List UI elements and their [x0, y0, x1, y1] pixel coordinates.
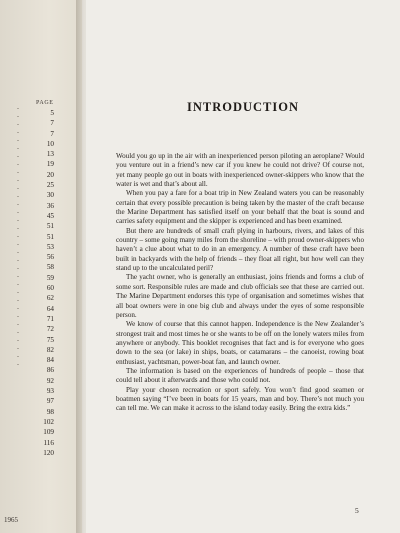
contents-page-number: 75	[46, 335, 54, 344]
contents-page-number: 71	[46, 314, 54, 323]
dot-leader: .	[17, 102, 19, 111]
contents-page-number: 84	[46, 356, 54, 365]
contents-page-number: 19	[46, 160, 54, 169]
dot-leader: .	[17, 318, 19, 327]
dot-leader: .	[17, 270, 19, 279]
contents-page-number: 36	[46, 201, 54, 210]
contents-page-number: 7	[50, 119, 54, 128]
contents-page-number: 109	[43, 428, 54, 437]
paragraph-1: Would you go up in the air with an inexperienced person piloting an aeroplane? Would you venture out in a friend’s new car if you knew he could not drive? Of course not, yet many people go out in boats with inexperienced owner-skippers who know that the water is wet and that’s about all.	[116, 152, 364, 189]
contents-page-number: 20	[46, 170, 54, 179]
dot-leader: .	[17, 110, 19, 119]
dot-leader: .	[17, 206, 19, 215]
contents-page-number: 10	[46, 139, 54, 148]
dot-leader: .	[17, 302, 19, 311]
dot-leader: .	[17, 238, 19, 247]
dot-leader: .	[17, 342, 19, 351]
dot-leader: .	[17, 150, 19, 159]
dot-leader-column	[14, 103, 22, 367]
page-number: 5	[355, 506, 359, 515]
contents-page-number: 58	[46, 263, 54, 272]
dot-leader: .	[17, 262, 19, 271]
year-note: 1965	[4, 516, 18, 524]
dot-leader: .	[17, 142, 19, 151]
dot-leader: .	[17, 182, 19, 191]
introduction-body	[116, 152, 364, 414]
contents-page-number: 97	[46, 397, 54, 406]
contents-page-number: 51	[46, 222, 54, 231]
contents-page-number: 92	[46, 376, 54, 385]
dot-leader: .	[17, 134, 19, 143]
contents-page-number: 30	[46, 191, 54, 200]
contents-page-number: 13	[46, 150, 54, 159]
contents-page-number: 86	[46, 366, 54, 375]
contents-page-column-label: PAGE	[36, 100, 54, 106]
dot-leader: .	[17, 230, 19, 239]
contents-page-number: 120	[43, 448, 54, 457]
contents-page-number: 56	[46, 253, 54, 262]
contents-page-number: 25	[46, 181, 54, 190]
dot-leader: .	[17, 158, 19, 167]
contents-page-number: 60	[46, 284, 54, 293]
paragraph-6: The information is based on the experiences of hundreds of people – those that could tell about it afterwards and those who could not.	[116, 366, 364, 385]
contents-page-number: 5	[50, 109, 54, 117]
dot-leader: .	[17, 198, 19, 207]
contents-page-number: 72	[46, 325, 54, 334]
dot-leader: .	[17, 174, 19, 183]
dot-leader: .	[17, 358, 19, 367]
contents-page-number: 64	[46, 304, 54, 313]
dot-leader: .	[17, 350, 19, 359]
contents-page-number: 62	[46, 294, 54, 303]
dot-leader: .	[17, 278, 19, 287]
contents-page-number: 98	[46, 407, 54, 416]
paragraph-5: We know of course that this cannot happen. Independence is the New Zealander’s strongest trait and most times he or she wants to be off on the lonely waters miles from anywhere or anybody. This booklet recognises that fact and is for everyone who goes down to the sea (or lake) in ships, boats, or catamarans – the canoeist, rowing boat enthusiast, yachtsman, power-boat fan, and launch owner.	[116, 320, 364, 366]
contents-page-number: 102	[43, 417, 54, 426]
dot-leader: .	[17, 118, 19, 127]
paragraph-4: The yacht owner, who is generally an enthusiast, joins friends and forms a club of some sort. Responsible rules are made and club officials see that these are carried out. The Marine Department endorses this type of organisation and sometimes wishes that all boat owners were in one big club and always under the eyes of some responsible person.	[116, 273, 364, 319]
dot-leader: .	[17, 190, 19, 199]
paragraph-2: When you pay a fare for a boat trip in New Zealand waters you can be reasonably certain that every possible precaution is being taken by the master of the craft because the Marine Department has satisfied itself on your behalf that the boat is sound and carries safety equipment and the skipper is experienced and has been examined.	[116, 189, 364, 226]
contents-page-number: 93	[46, 387, 54, 396]
dot-leader: .	[17, 310, 19, 319]
dot-leader: .	[17, 214, 19, 223]
page-title: INTRODUCTION	[186, 100, 299, 114]
contents-page-number: 53	[46, 242, 54, 251]
contents-page-number: 59	[46, 273, 54, 282]
contents-page-number: 7	[50, 129, 54, 138]
contents-page-number-list	[38, 108, 54, 458]
contents-page-number: 82	[46, 345, 54, 354]
dot-leader: .	[17, 166, 19, 175]
dot-leader: .	[17, 126, 19, 135]
dot-leader: .	[17, 222, 19, 231]
dot-leader: .	[17, 326, 19, 335]
contents-page-number: 116	[43, 438, 54, 447]
contents-page-number: 45	[46, 211, 54, 220]
dot-leader: .	[17, 294, 19, 303]
dot-leader: .	[17, 334, 19, 343]
dot-leader: .	[17, 286, 19, 295]
paragraph-3: But there are hundreds of small craft plying in harbours, rivers, and lakes of this country – some going many miles from the shoreline – with proud owner-skippers who haven’t a clue about what to do in an emergency. A number of these craft have been built in backyards with the help of friends – they float all right, but how well can they stand up to the uncalculated peril?	[116, 226, 364, 273]
dot-leader: .	[17, 246, 19, 255]
dot-leader: .	[17, 254, 19, 263]
contents-page-number: 51	[46, 232, 54, 241]
paragraph-7: Play your chosen recreation or sport safely. You won’t find good seamen or boatmen saying “I’ve been in boats for 15 years, man and boy. There’s not much you can tell me. We can make it across to the island today easily. Bring the extra kids.”	[116, 385, 364, 413]
